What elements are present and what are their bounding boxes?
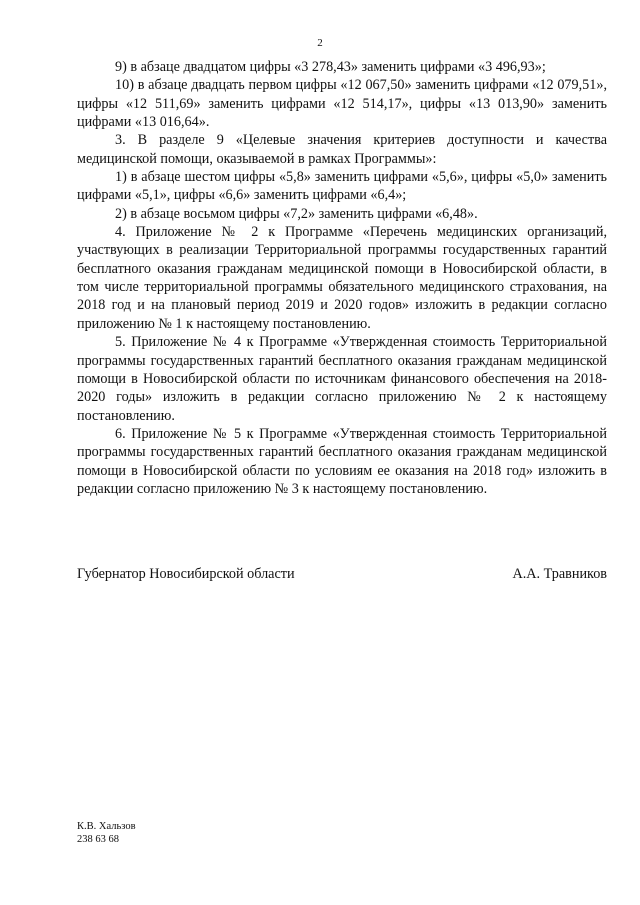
executor-phone: 238 63 68 xyxy=(77,834,119,845)
paragraph-section-4: 4. Приложение № 2 к Программе «Перечень медицинских организаций, участвующих в реализации Территориальной программы государственных гарантий бесплатного оказания гражданам медицинской помощи в Новосибирской области, в том числе территориальной программы обязательного медицинского страхования, на 2018 год и на плановый период 2019 и 2020 годов» изложить в редакции согласно приложению № 1 к настоящему постановлению. xyxy=(77,224,607,332)
paragraph-section-6: 6. Приложение № 5 к Программе «Утвержденная стоимость Территориальной программы государственных гарантий бесплатного оказания гражданам медицинской помощи в Новосибирской области по условиям ее оказания на 2018 год» изложить в редакции согласно приложению № 3 к настоящему постановлению. xyxy=(77,425,607,497)
paragraph-item-2: 2) в абзаце восьмом цифры «7,2» заменить цифрами «6,48». xyxy=(115,205,478,222)
paragraph-item-1: 1) в абзаце шестом цифры «5,8» заменить цифрами «5,6», цифры «5,0» заменить цифрами «5,1», цифры «6,6» заменить цифрами «6,4»; xyxy=(77,169,607,204)
executor-footer xyxy=(77,820,136,846)
paragraph-section-5: 5. Приложение № 4 к Программе «Утвержденная стоимость Территориальной программы государственных гарантий бесплатного оказания гражданам медицинской помощи в Новосибирской области по источникам финансового обеспечения на 2018-2020 годы» изложить в редакции согласно приложению № 2 к настоящему постановлению. xyxy=(77,334,607,424)
paragraph-item-9: 9) в абзаце двадцатом цифры «3 278,43» заменить цифрами «3 496,93»; xyxy=(115,59,546,75)
document-body xyxy=(77,58,607,498)
signatory-position: Губернатор Новосибирской области xyxy=(77,566,295,582)
paragraph-item-10: 10) в абзаце двадцать первом цифры «12 067,50» заменить цифрами «12 079,51», цифры «12 511,69» заменить цифрами «12 514,17», цифры «13 013,90» заменить цифрами «13 016,64». xyxy=(77,77,607,131)
signatory-name: А.А. Травников xyxy=(512,566,607,582)
executor-name: К.В. Хальзов xyxy=(77,821,136,832)
paragraph-section-3: 3. В разделе 9 «Целевые значения критериев доступности и качества медицинской помощи, оказываемой в рамках Программы»: xyxy=(77,132,607,167)
signature-block xyxy=(77,566,607,583)
page-number: 2 xyxy=(317,37,323,49)
